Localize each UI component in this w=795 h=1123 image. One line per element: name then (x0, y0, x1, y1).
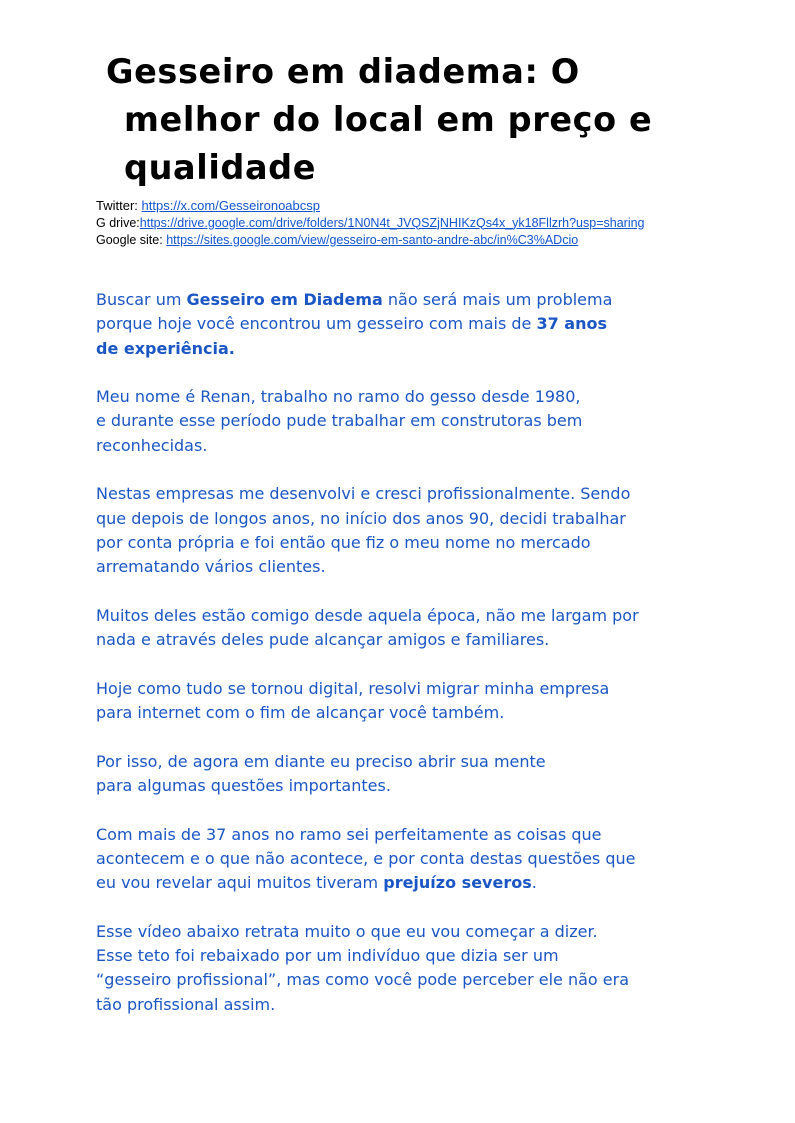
google-site-link[interactable]: https://sites.google.com/view/gesseiro-em-santo-andre-abc/in%C3%ADcio (166, 233, 579, 247)
paragraph-line: Nestas empresas me desenvolvi e cresci profissionalmente. Sendo (96, 484, 631, 504)
paragraph-line: Por isso, de agora em diante eu preciso abrir sua mente (96, 751, 546, 771)
paragraph-line: e durante esse período pude trabalhar em construtoras bem (96, 411, 583, 431)
paragraph-clients (96, 604, 706, 653)
paragraph-line: para internet com o fim de alcançar você também. (96, 703, 505, 723)
social-links (96, 197, 645, 250)
text-run: Buscar um (96, 290, 187, 309)
page-title-line-1: Gesseiro em diadema: O (106, 52, 580, 91)
paragraph-line: tão profissional assim. (96, 994, 276, 1014)
text-run: . (531, 873, 537, 893)
text-run: não será mais um problema (382, 290, 613, 309)
paragraph-line: reconhecidas. (96, 435, 208, 455)
keyword-bold: de experiência. (96, 338, 235, 358)
page-title (106, 48, 706, 192)
keyword-bold: Gesseiro em Diadema (186, 290, 383, 309)
paragraph-line: Com mais de 37 anos no ramo sei perfeitamente as coisas que (96, 824, 602, 844)
paragraph-line (96, 288, 706, 312)
gdrive-link-row (96, 215, 645, 233)
paragraph-line: Hoje como tudo se tornou digital, resolvi migrar minha empresa (96, 678, 610, 698)
keyword-bold: prejuízo severos (383, 873, 532, 893)
gdrive-label: G drive: (96, 215, 140, 230)
paragraph-line: arrematando vários clientes. (96, 557, 326, 577)
paragraph-career (96, 482, 706, 579)
paragraph-experience (96, 823, 706, 896)
article-body (96, 288, 706, 1041)
paragraph-line: Muitos deles estão comigo desde aquela época, não me largam por (96, 605, 639, 625)
gdrive-link[interactable]: https://drive.google.com/drive/folders/1N0N4t_JVQSZjNHIKzQs4x_yk18Fllzrh?usp=sharing (139, 215, 645, 230)
paragraph-video (96, 920, 706, 1017)
paragraph-line: acontecem e o que não acontece, e por conta destas questões que (96, 848, 636, 868)
twitter-link-row (96, 197, 645, 215)
paragraph-line: Esse vídeo abaixo retrata muito o que eu vou começar a dizer. (96, 921, 598, 941)
paragraph-line: Meu nome é Renan, trabalho no ramo do gesso desde 1980, (96, 387, 581, 407)
paragraph-line (96, 337, 706, 361)
paragraph-line: Esse teto foi rebaixado por um indivíduo que dizia ser um (96, 946, 559, 966)
paragraph-line: nada e através deles pude alcançar amigos e familiares. (96, 630, 550, 650)
text-run: eu vou revelar aqui muitos tiveram (96, 873, 384, 893)
twitter-link[interactable]: https://x.com/Gesseironoabcsp (141, 198, 321, 213)
paragraph-line (96, 871, 706, 895)
paragraph-intro (96, 288, 706, 361)
keyword-bold: 37 anos (536, 314, 608, 334)
paragraph-about (96, 385, 706, 458)
paragraph-line: “gesseiro profissional”, mas como você pode perceber ele não era (96, 970, 630, 990)
text-run: porque hoje você encontrou um gesseiro com mais de (96, 314, 537, 334)
paragraph-line: para algumas questões importantes. (96, 775, 391, 795)
page-title-line-3: qualidade (124, 148, 317, 187)
paragraph-line (96, 312, 706, 336)
google-site-label: Google site: (96, 233, 163, 247)
twitter-label: Twitter: (96, 198, 138, 213)
paragraph-line: por conta própria e foi então que fiz o meu nome no mercado (96, 532, 591, 552)
paragraph-line: que depois de longos anos, no início dos anos 90, decidi trabalhar (96, 508, 626, 528)
page-title-line-2: melhor do local em preço e (124, 100, 653, 139)
paragraph-questions (96, 750, 706, 799)
paragraph-digital (96, 677, 706, 726)
google-site-link-row (96, 232, 645, 250)
